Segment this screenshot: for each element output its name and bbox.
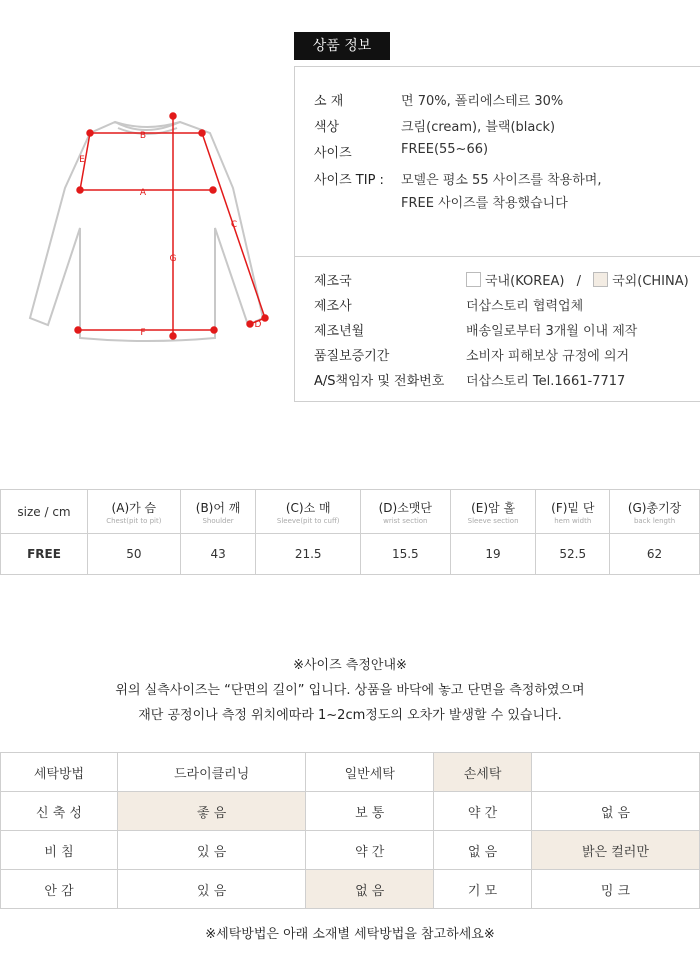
as-value: 더삽스토리 Tel.1661-7717 <box>466 374 626 389</box>
color-value: 크림(cream), 블랙(black) <box>401 120 556 135</box>
header-chest-main: (A)가 슴 <box>111 500 157 515</box>
size-value: FREE(55~66) <box>401 142 489 157</box>
header-length-sub: back length <box>633 516 676 525</box>
product-info-title: 상품 정보 <box>294 32 390 60</box>
maker-value: 더삽스토리 협력업체 <box>466 299 584 314</box>
size-label: 사이즈 <box>314 146 352 161</box>
maker-label: 제조사 <box>314 299 352 314</box>
sheer-yes: 있 음 <box>118 831 306 870</box>
wash-dry-cleaning: 드라이클리닝 <box>118 753 306 792</box>
info-divider <box>294 256 700 257</box>
value-cuff: 15.5 <box>360 534 450 575</box>
wash-method-label: 세탁방법 <box>1 753 118 792</box>
header-length-main: (G)총기장 <box>627 500 682 515</box>
origin-korea: 국내(KOREA) <box>485 274 565 289</box>
header-hem-sub: hem width <box>554 516 592 525</box>
value-hem: 52.5 <box>536 534 610 575</box>
header-shoulder <box>180 490 256 534</box>
warranty-label: 품질보증기간 <box>314 349 390 364</box>
wash-hand: 손세탁 <box>434 753 532 792</box>
material-label: 소 재 <box>314 94 344 109</box>
stretch-good: 좋 음 <box>118 792 306 831</box>
lining-label: 안 감 <box>1 870 118 909</box>
value-shoulder: 43 <box>180 534 256 575</box>
header-shoulder-main: (B)어 깨 <box>195 500 241 515</box>
header-cuff <box>360 490 450 534</box>
wash-table <box>0 752 700 909</box>
stretch-normal: 보 통 <box>306 792 434 831</box>
as-label: A/S책임자 및 전화번호 <box>314 374 445 389</box>
label-C: C <box>230 220 238 230</box>
header-cuff-sub: wrist section <box>383 516 428 525</box>
lining-brushed: 기 모 <box>434 870 532 909</box>
color-label: 색상 <box>314 120 340 135</box>
stretch-row <box>1 792 700 831</box>
value-armhole: 19 <box>450 534 536 575</box>
size-guide-line2: 재단 공정이나 측정 위치에따라 1~2cm정도의 오차가 발생할 수 있습니다. <box>138 708 562 723</box>
lining-none: 없 음 <box>306 870 434 909</box>
sheer-row <box>1 831 700 870</box>
header-shoulder-sub: Shoulder <box>202 516 234 525</box>
value-chest: 50 <box>88 534 181 575</box>
header-chest-sub: Chest(pit to pit) <box>106 516 162 525</box>
origin-separator: / <box>576 274 581 289</box>
header-armhole-sub: Sleeve section <box>467 516 519 525</box>
wash-empty <box>531 753 699 792</box>
value-length: 62 <box>610 534 700 575</box>
size-guide-line1: 위의 실측사이즈는 “단면의 길이” 입니다. 상품을 바닥에 놓고 단면을 측정하였으며 <box>115 683 585 698</box>
header-chest <box>88 490 181 534</box>
header-length <box>610 490 700 534</box>
stretch-slight: 약 간 <box>434 792 532 831</box>
size-table-header-row <box>1 490 700 534</box>
header-cuff-main: (D)소맷단 <box>378 500 432 515</box>
origin-label: 제조국 <box>314 274 352 289</box>
header-sleeve-main: (C)소 매 <box>285 500 331 515</box>
sheer-slight: 약 간 <box>306 831 434 870</box>
label-D: D <box>254 320 262 330</box>
material-value: 면 70%, 폴리에스테르 30% <box>401 94 564 109</box>
sheer-label: 비 침 <box>1 831 118 870</box>
sheer-light-only: 밝은 컬러만 <box>531 831 699 870</box>
stretch-none: 없 음 <box>531 792 699 831</box>
header-armhole <box>450 490 536 534</box>
label-B: B <box>139 131 147 141</box>
label-A: A <box>139 188 147 198</box>
header-sleeve <box>256 490 360 534</box>
origin-china: 국외(CHINA) <box>612 274 689 289</box>
size-guide-title: ※사이즈 측정안내※ <box>293 658 407 673</box>
label-E: E <box>79 155 85 165</box>
size-corner: size / cm <box>1 490 88 534</box>
origin-value <box>466 270 689 289</box>
lining-mink: 밍 크 <box>531 870 699 909</box>
size-table-row <box>1 534 700 575</box>
value-sleeve: 21.5 <box>256 534 360 575</box>
row-label-free: FREE <box>1 534 88 575</box>
wash-row <box>1 753 700 792</box>
size-tip-line2: FREE 사이즈를 착용했습니다 <box>401 196 568 211</box>
wash-footer-note: ※세탁방법은 아래 소재별 세탁방법을 참고하세요※ <box>205 927 495 942</box>
wash-regular: 일반세탁 <box>306 753 434 792</box>
date-label: 제조년월 <box>314 324 365 339</box>
label-F: F <box>140 328 146 338</box>
header-armhole-main: (E)암 홀 <box>471 500 516 515</box>
header-sleeve-sub: Sleeve(pit to cuff) <box>276 516 340 525</box>
header-hem <box>536 490 610 534</box>
china-checkbox <box>593 272 608 287</box>
garment-diagram <box>20 108 270 348</box>
stretch-label: 신 축 성 <box>1 792 118 831</box>
size-tip-label: 사이즈 TIP : <box>314 173 384 188</box>
header-hem-main: (F)밑 단 <box>551 500 595 515</box>
sheer-none: 없 음 <box>434 831 532 870</box>
label-G: G <box>169 254 177 264</box>
warranty-value: 소비자 피해보상 규정에 의거 <box>466 349 630 364</box>
size-table <box>0 489 700 575</box>
lining-yes: 있 음 <box>118 870 306 909</box>
lining-row <box>1 870 700 909</box>
korea-checkbox <box>466 272 481 287</box>
date-value: 배송일로부터 3개월 이내 제작 <box>466 324 638 339</box>
size-tip-line1: 모델은 평소 55 사이즈를 착용하며, <box>401 173 602 188</box>
